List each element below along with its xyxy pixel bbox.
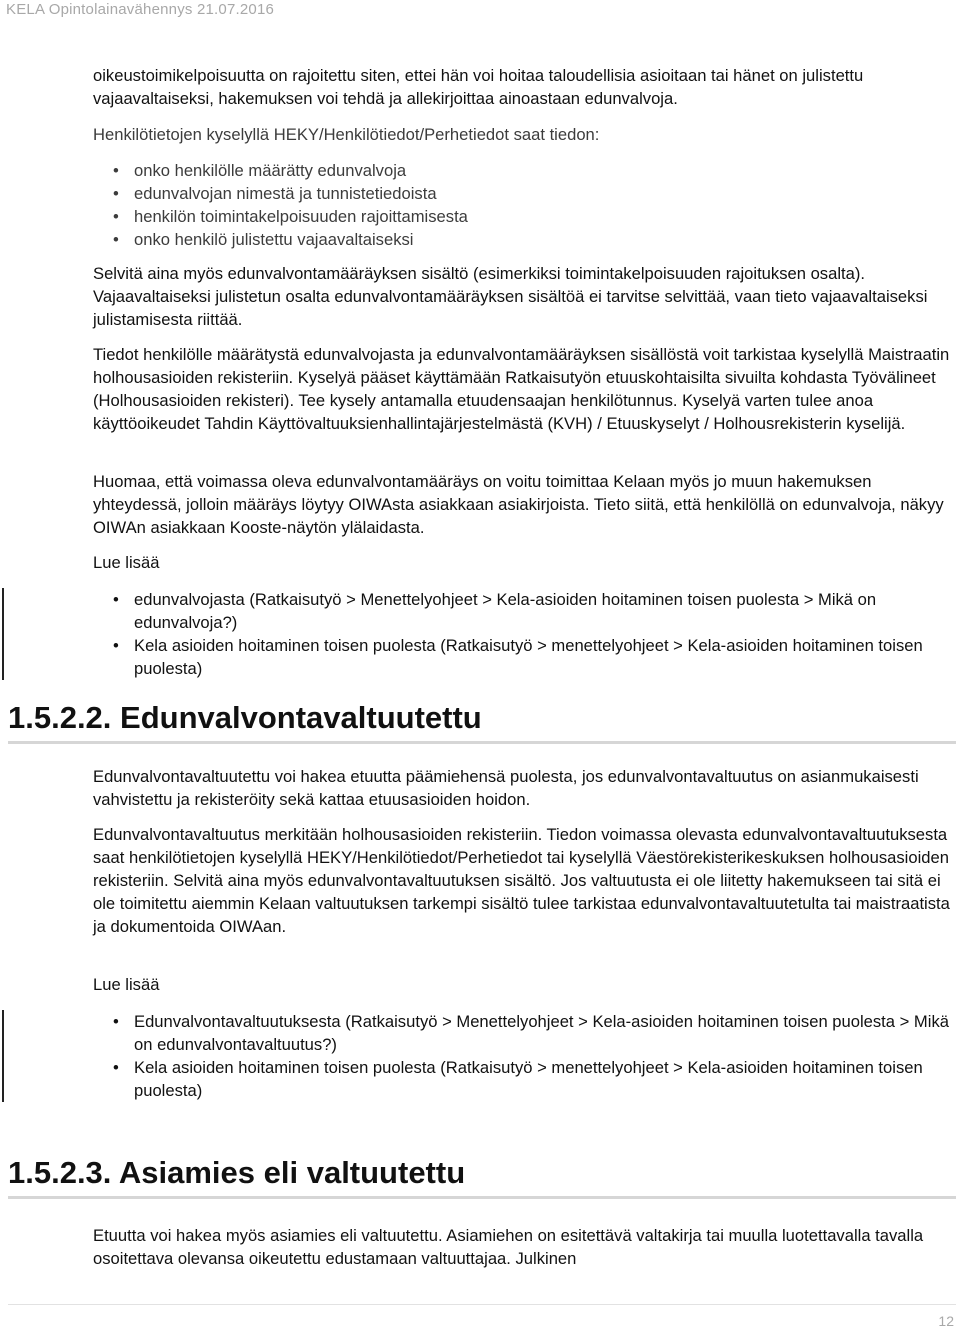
list-item: • edunvalvojan nimestä ja tunnistetiedoista [93, 182, 953, 205]
change-bar [2, 588, 4, 680]
list-item: • henkilön toimintakelpoisuuden rajoittamisesta [93, 205, 953, 228]
selvita-paragraph: Selvitä aina myös edunvalvontamääräyksen sisältö (esimerkiksi toimintakelpoisuuden rajoituksen osalta). Vajaavaltaiseksi julistetun osalta edunvalvontamääräyksen sisältöä ei tarvitse selvittää, vaan tieto vajaavaltaiseksi julistamisesta riittää. [93, 264, 928, 329]
page-number: 12 [938, 1313, 954, 1329]
read-more-link-edunvalvojasta[interactable]: • edunvalvojasta (Ratkaisutyö > Menettelyohjeet > Kela-asioiden hoitaminen toisen puolesta > Mikä on edunvalvoja?) [93, 588, 953, 634]
list-item: • onko henkilö julistettu vajaavaltaiseksi [93, 228, 953, 251]
intro-paragraph: oikeustoimikelpoisuutta on rajoitettu siten, ettei hän voi hoitaa taloudellisia asioitaan tai hänet on julistettu vajaavaltaiseksi, hakemuksen voi tehdä ja allekirjoittaa ainoastaan edunvalvoja. [93, 66, 864, 108]
read-more-link-kela-asioiden-hoitaminen[interactable]: • Kela asioiden hoitaminen toisen puolesta (Ratkaisutyö > menettelyohjeet > Kela-asioiden hoitaminen toisen puolesta) [93, 1056, 953, 1102]
read-more-link-edunvalvontavaltuutuksesta[interactable]: • Edunvalvontavaltuutuksesta (Ratkaisutyö > Menettelyohjeet > Kela-asioiden hoitaminen toisen puolesta > Mikä on edunvalvontavaltuutus?) [93, 1010, 953, 1056]
read-more-label-1: Lue lisää [93, 553, 160, 572]
tiedot-paragraph: Tiedot henkilölle määrätystä edunvalvojasta ja edunvalvontamääräyksen sisällöstä voit tarkistaa kyselyllä Maistraatin holhousasioiden rekisteriin. Kyselyä pääset käyttämään Ratkaisutyön etuuskohtaisilta sivuilta kohdasta Työvälineet (Holhousasioiden rekisteri). Tee kysely antamalla etuudensaajan henkilötunnus. Kyselyä varten tulee anoa käyttöoikeudet Tahdin Käyttövaltuuksienhallintajärjestelmästä (KVH) / Etuuskyselyt / Holhousrekisterin kyselijä. [93, 345, 950, 433]
change-bar [2, 1010, 4, 1102]
heading-divider [8, 741, 956, 744]
valtuutettu-paragraph: Edunvalvontavaltuutettu voi hakea etuutta päämiehensä puolesta, jos edunvalvontavaltuutus on asianmukaisesti vahvistettu ja rekisteröity sekä kattaa etuusasioiden hoidon. [93, 767, 919, 809]
section-heading-edunvalvontavaltuutettu: 1.5.2.2. Edunvalvontavaltuutettu [8, 700, 482, 735]
asiamies-paragraph: Etuutta voi hakea myös asiamies eli valtuutettu. Asiamiehen on esitettävä valtakirja tai muulla luotettavalla tavalla osoitettava olevansa oikeutettu edustamaan valtuuttajaa. Julkinen [93, 1226, 924, 1268]
heading-divider [8, 1196, 956, 1199]
list-item: • onko henkilölle määrätty edunvalvoja [93, 159, 953, 182]
read-more-link-kela-asioiden-hoitaminen[interactable]: • Kela asioiden hoitaminen toisen puolesta (Ratkaisutyö > menettelyohjeet > Kela-asioiden hoitaminen toisen puolesta) [93, 634, 953, 680]
document-header-title: KELA Opintolainavähennys 21.07.2016 [6, 1, 275, 18]
read-more-list-1 [93, 588, 953, 680]
heky-paragraph: Henkilötietojen kyselyllä HEKY/Henkilötiedot/Perhetiedot saat tiedon: [93, 125, 600, 144]
huomaa-paragraph: Huomaa, että voimassa oleva edunvalvontamääräys on voitu toimittaa Kelaan myös jo muun hakemuksen yhteydessä, jolloin määräys löytyy OIWAsta asiakkaan asiakirjoista. Tieto siitä, että henkilöllä on edunvalvoja, näkyy OIWAn asiakkaan Kooste-näytön ylälaidasta. [93, 472, 944, 537]
section-heading-asiamies: 1.5.2.3. Asiamies eli valtuutettu [8, 1155, 466, 1190]
valtuutus-paragraph: Edunvalvontavaltuutus merkitään holhousasioiden rekisteriin. Tiedon voimassa olevasta edunvalvontavaltuutuksesta saat henkilötietojen kyselyllä HEKY/Henkilötiedot/Perhetiedot tai kyselyllä Väestörekisterikeskuksen holhousasioiden rekisteriin. Selvitä aina myös edunvalvontavaltuutuksen sisältö. Jos valtuutusta ei ole liitetty hakemukseen tai sitä ei ole toimitettu aiemmin Kelaan valtuutuksen tarkempi sisältö tulee tarkistaa edunvalvontavaltuutetulta tai maistraatista ja dokumentoida OIWAan. [93, 825, 950, 936]
read-more-list-2 [93, 1010, 953, 1102]
read-more-label-2: Lue lisää [93, 975, 160, 994]
footer-divider [8, 1304, 956, 1305]
heky-bullet-list [93, 159, 953, 251]
